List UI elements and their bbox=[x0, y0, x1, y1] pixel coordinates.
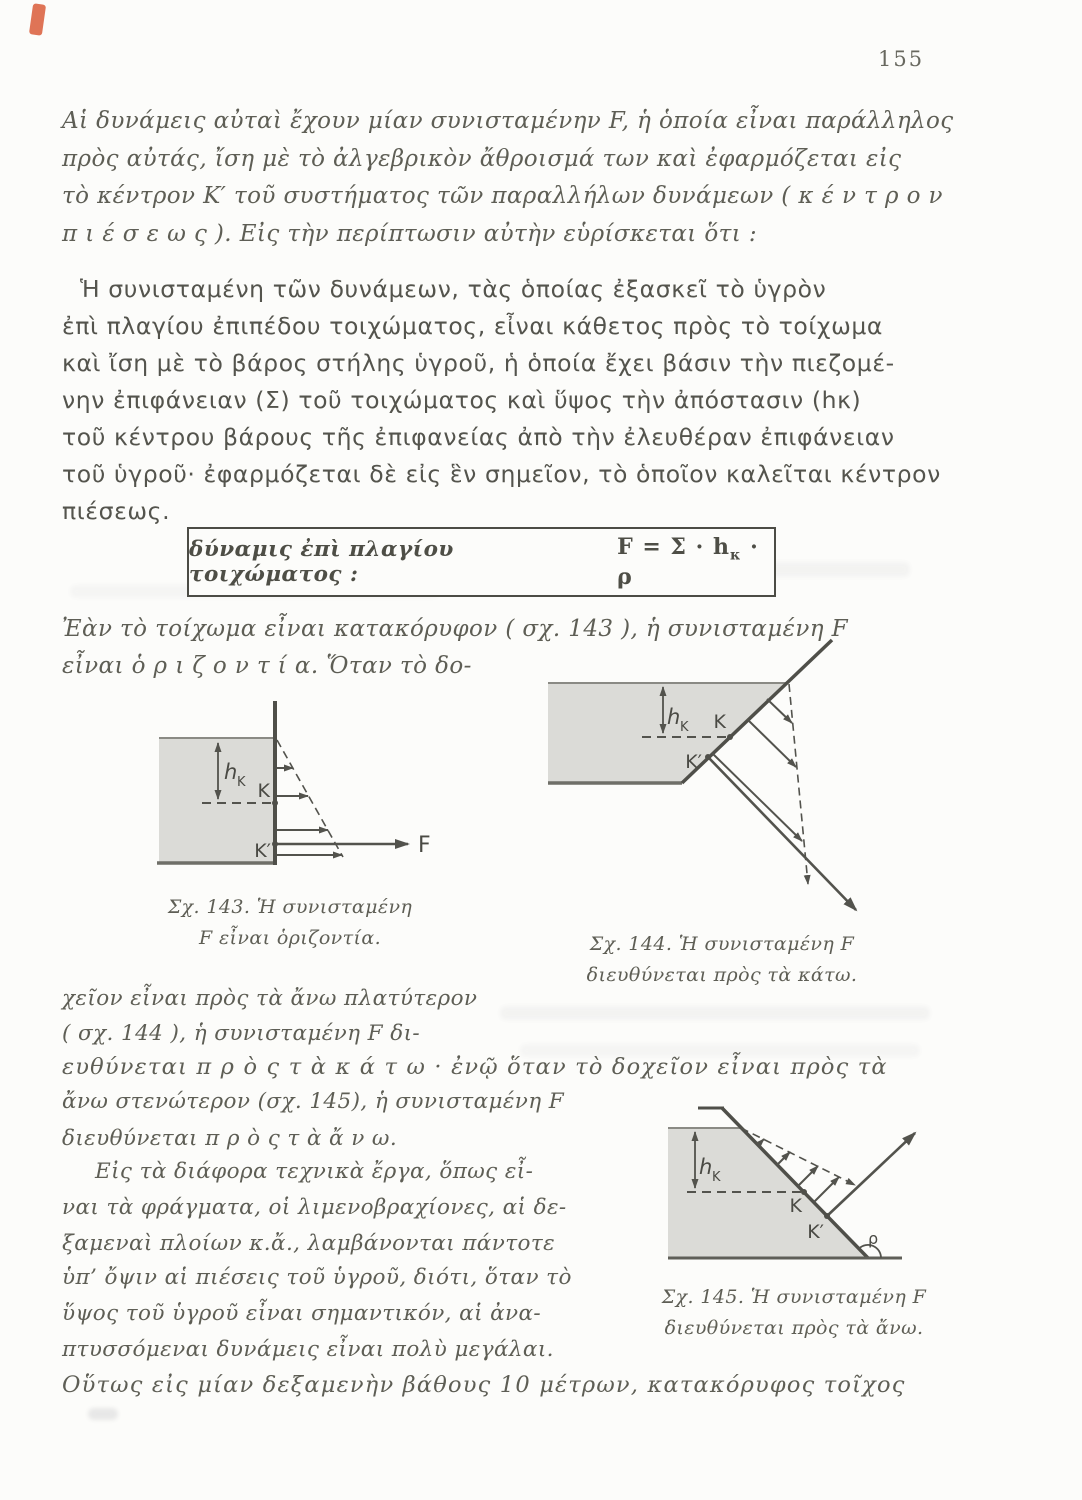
text-line: ἐπὶ πλαγίου ἐπιπέδου τοιχώματος, εἶναι κάθετος πρὸς τὸ τοίχωμα bbox=[62, 312, 884, 340]
formula-box bbox=[187, 527, 776, 597]
angle-rho-label: ρ bbox=[868, 1229, 879, 1248]
formula-label: δύναμις ἐπὶ πλαγίου τοιχώματος : bbox=[189, 537, 454, 587]
point-Kprime-label: K′ bbox=[807, 1221, 824, 1243]
point-K-dot bbox=[727, 734, 733, 740]
figure-143-diagram bbox=[128, 695, 468, 880]
figure-145-diagram bbox=[640, 1090, 940, 1270]
caption-line: Σχ. 144. Ἡ συνισταμένη F bbox=[589, 933, 855, 955]
text-line: ξαμεναὶ πλοίων κ.ἄ., λαμβάνονται πάντοτε bbox=[62, 1231, 556, 1256]
text-line: τοῦ κέντρου βάρους τῆς ἐπιφανείας ἀπὸ τὴν ἐλευθέραν ἐπιφάνειαν bbox=[62, 423, 895, 451]
text-line: Εἰς τὰ διάφορα τεχνικὰ ἔργα, ὅπως εἶ- bbox=[95, 1159, 534, 1184]
formula-tail: · ρ bbox=[617, 534, 759, 590]
text-line: τοῦ ὑγροῦ· ἐφαρμόζεται δὲ εἰς ἓν σημεῖον, τὸ ὁποῖον καλεῖται κέντρον bbox=[62, 460, 941, 488]
pressure-envelope-dashed bbox=[789, 684, 808, 884]
hk-sub-label: K bbox=[712, 1170, 721, 1185]
hk-label: h bbox=[667, 705, 681, 729]
pressure-arrow bbox=[814, 1177, 839, 1202]
text-line: πρὸς αὐτάς, ἴση μὲ τὸ ἀλγεβρικὸν ἄθροισμά των καὶ ἐφαρμόζεται εἰς bbox=[62, 145, 902, 172]
caption-line: F εἶναι ὁριζοντία. bbox=[198, 927, 382, 949]
resultant-force-arrow bbox=[708, 757, 856, 910]
formula-main: F = Σ · h bbox=[617, 534, 730, 561]
text-line: διευθύνεται π ρ ὸ ς τ ὰ ἄ ν ω. bbox=[62, 1126, 398, 1151]
text-line: π ι έ σ ε ω ς ). Εἰς τὴν περίπτωσιν αὐτὴν εὑρίσκεται ὅτι : bbox=[62, 220, 758, 247]
text-line: Ἐὰν τὸ τοίχωμα εἶναι κατακόρυφον ( σχ. 143 ), ἡ συνισταμένη F bbox=[62, 616, 848, 642]
figure-143-caption bbox=[140, 892, 440, 954]
text-line: ευθύνεται π ρ ὸ ς τ ὰ κ ά τ ω · ἐνῷ ὅταν τὸ δοχεῖον εἶναι πρὸς τὰ bbox=[62, 1054, 888, 1080]
text-line: πτυσσόμεναι δυνάμεις εἶναι πολὺ μεγάλαι. bbox=[62, 1337, 554, 1362]
point-Kprime-dot bbox=[705, 754, 711, 760]
pressure-arrow bbox=[747, 719, 796, 767]
text-line: εἶναι ὁ ρ ι ζ ο ν τ ί α. Ὅταν τὸ δο- bbox=[62, 653, 472, 679]
figure-144-diagram bbox=[540, 638, 970, 923]
figure-144-caption bbox=[552, 929, 892, 991]
text-line: ὕψος τοῦ ὑγροῦ εἶναι σημαντικόν, αἱ ἀνα- bbox=[62, 1301, 542, 1326]
text-line: Οὕτως εἰς μίαν δεξαμενὴν βάθους 10 μέτρων, κατακόρυφος τοῖχος bbox=[62, 1372, 906, 1398]
text-line: καὶ ἴση μὲ τὸ βάρος στήλης ὑγροῦ, ἡ ὁποία ἔχει βάσιν τὴν πιεζομέ- bbox=[62, 349, 895, 377]
pressure-arrow bbox=[758, 1139, 764, 1145]
point-K-label: K bbox=[789, 1195, 802, 1217]
text-line: ( σχ. 144 ), ἡ συνισταμένη F δι- bbox=[62, 1021, 421, 1046]
caption-line: Σχ. 143. Ἡ συνισταμένη bbox=[167, 896, 413, 918]
pressure-arrow bbox=[712, 753, 802, 841]
water-area bbox=[548, 683, 785, 783]
point-Kprime-label: K′ bbox=[254, 840, 271, 862]
bleed-through-artifact bbox=[500, 1006, 930, 1020]
hk-sub-label: K bbox=[680, 720, 689, 735]
text-line: τὸ κέντρον Κ′ τοῦ συστήματος τῶν παραλλήλων δυνάμεων ( κ έ ν τ ρ ο ν bbox=[62, 183, 943, 209]
text-line: Ἡ συνισταμένη τῶν δυνάμεων, τὰς ὁποίας ἐξασκεῖ τὸ ὑγρὸν bbox=[80, 275, 827, 303]
text-line: νην ἐπιφάνειαν (Σ) τοῦ τοιχώματος καὶ ὕψος τὴν ἀπόστασιν (hκ) bbox=[62, 386, 862, 414]
pressure-hypotenuse-dashed bbox=[277, 740, 343, 857]
point-Kprime-dot bbox=[824, 1213, 830, 1219]
formula-subscript: κ bbox=[729, 547, 742, 564]
caption-line: διευθύνεται πρὸς τὰ ἄνω. bbox=[664, 1317, 924, 1339]
text-line: ἄνω στενώτερον (σχ. 145), ἡ συνισταμένη F bbox=[62, 1089, 565, 1114]
paragraph-statement bbox=[62, 271, 952, 530]
pressure-arrow bbox=[767, 699, 792, 723]
resultant-force-arrow bbox=[827, 1133, 915, 1216]
corner-ink-mark bbox=[29, 3, 46, 36]
point-K-dot bbox=[272, 800, 278, 806]
text-line: ναι τὰ φράγματα, οἱ λιμενοβραχίονες, αἱ δε- bbox=[62, 1195, 567, 1220]
figure-145-caption bbox=[636, 1282, 952, 1344]
formula-expression bbox=[617, 534, 774, 589]
caption-line: διευθύνεται πρὸς τὰ κάτω. bbox=[586, 964, 858, 986]
hk-sub-label: K bbox=[237, 775, 246, 790]
page-number: 155 bbox=[878, 47, 925, 71]
point-K-label: K bbox=[257, 780, 270, 802]
point-K-label: K bbox=[713, 711, 726, 733]
paragraph-intro bbox=[62, 103, 967, 253]
point-Kprime-label: K′ bbox=[685, 751, 702, 773]
text-line: χεῖον εἶναι πρὸς τὰ ἄνω πλατύτερον bbox=[62, 986, 478, 1011]
pressure-arrow bbox=[777, 1152, 790, 1165]
text-line: ὑπ’ ὄψιν αἱ πιέσεις τοῦ ὑγροῦ, διότι, ὅταν τὸ bbox=[62, 1265, 572, 1290]
point-Kprime-dot bbox=[272, 841, 278, 847]
hk-label: h bbox=[224, 760, 238, 784]
text-line: Αἱ δυνάμεις αὐταὶ ἔχουν μίαν συνισταμένην F, ἡ ὁποία εἶναι παράλληλος bbox=[62, 108, 954, 134]
pressure-arrow bbox=[798, 1166, 818, 1186]
text-line: πιέσεως. bbox=[62, 497, 171, 525]
force-F-label: F bbox=[418, 833, 431, 858]
caption-line: Σχ. 145. Ἡ συνισταμένη F bbox=[661, 1286, 927, 1308]
bleed-through-artifact bbox=[88, 1408, 118, 1420]
hk-label: h bbox=[699, 1155, 713, 1179]
